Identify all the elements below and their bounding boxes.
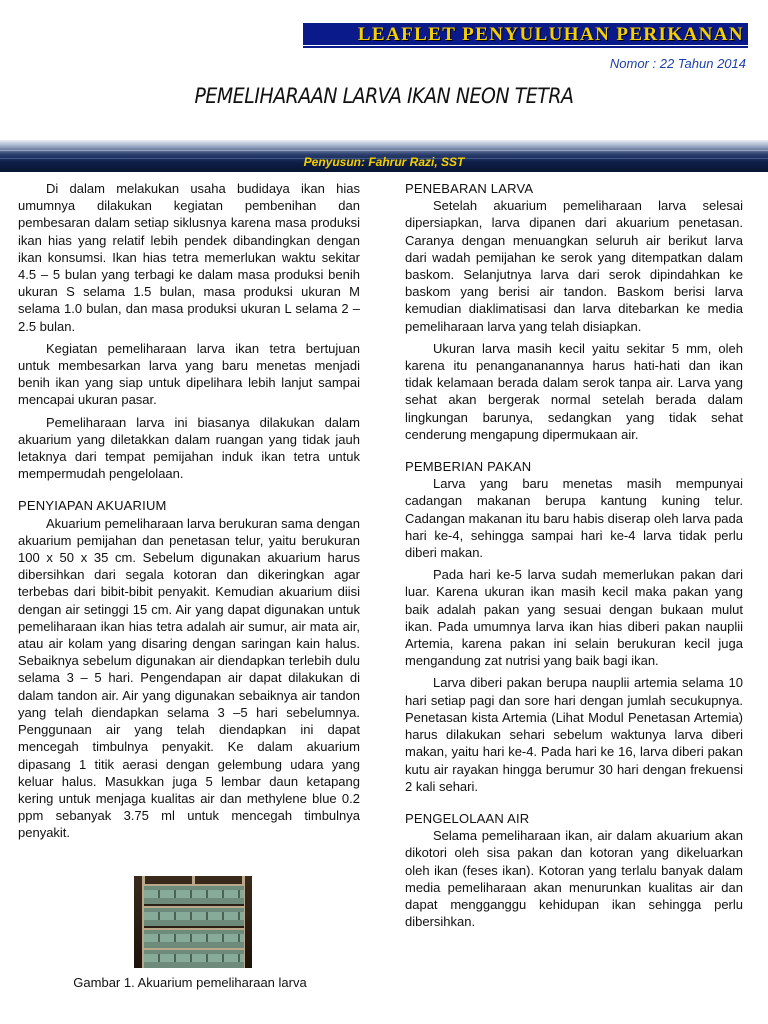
paragraph: Larva yang baru menetas masih mempunyai cadangan makanan berupa kantung kuning telur. Cadangan makanan itu baru habis diserap oleh larva pada hari ke-4, sehingga sampai hari ke-4 larva tidak perlu diberi makan.: [405, 476, 743, 561]
banner-rule: [303, 46, 748, 48]
stripe-highlight: [0, 150, 768, 151]
paragraph: Pada hari ke-5 larva sudah memerlukan pakan dari luar. Karena ukuran ikan masih kecil maka pakan yang baik adalah pakan yang sesuai dengan bukaan mulut ikan. Pada umumnya larva ikan hias diberi pakan nauplii Artemia, karena pakan ini selain berukuran kecil juga mengandung zat nutrisi yang baik bagi ikan.: [405, 567, 743, 669]
paragraph: Setelah akuarium pemeliharaan larva selesai dipersiapkan, larva dipanen dari akuarium penetasan. Caranya dengan menuangkan seluruh air berikut larva dari wadah pemijahan ke serok yang ditempatkan dalam baskom. Selanjutnya larva dari serok dipindahkan ke baskom yang berisi air tandon. Baskom berisi larva kemudian diaklimatisasi dan larva ditebarkan ke media pemeliharaan larva yang telah disiapkan.: [405, 198, 743, 334]
paragraph: Ukuran larva masih kecil yaitu sekitar 5 mm, oleh karena itu penangananannya harus hati-hati dan ikan tidak kelamaan berada dalam serok tanpa air. Larva yang sehat akan bergerak normal setelah berada dalam lingkungan barunya, sedangkan yang tidak sehat cenderung mengapung dipermukaan air.: [405, 340, 743, 442]
issue-number: Nomor : 22 Tahun 2014: [609, 56, 746, 71]
right-column: [405, 180, 743, 935]
paragraph: Selama pemeliharaan ikan, air dalam akuarium akan dikotori oleh sisa pakan dan kotoran yang dikeluarkan oleh ikan (feses ikan). Kotoran yang terlalu banyak dalam media pemeliharaan akan menurunkan kualitas air dan dapat mengganggu kehidupan ikan sehingga perlu dibersihkan.: [405, 828, 743, 930]
banner-title: LEAFLET PENYULUHAN PERIKANAN: [357, 24, 744, 45]
section-heading: PENEBARAN LARVA: [405, 181, 534, 196]
paragraph: Di dalam melakukan usaha budidaya ikan hias umumnya dilakukan kegiatan pembenihan dan pembesaran dalam setiap siklusnya karena masa produksi ikan hias yang relatif lebih pendek dibandingkan dengan ikan konsumsi. Ikan hias tetra memerlukan waktu sekitar 4.5 – 5 bulan yang terbagi ke dalam masa produksi benih ukuran S selama 1.5 bulan, masa produksi ukuran M selama 1.0 bulan, dan masa produksi ukuran L selama 2 – 2.5 bulan.: [18, 181, 360, 334]
leaflet-banner: [303, 22, 748, 45]
author-line: Penyusun: Fahrur Razi, SST: [303, 155, 465, 169]
section-heading: PEMBERIAN PAKAN: [405, 459, 532, 475]
paragraph: Kegiatan pemeliharaan larva ikan tetra bertujuan untuk membesarkan larva yang baru menetas menjadi benih ikan yang siap untuk dipelihara lebih lanjut sampai mencapai ukuran pasar.: [18, 340, 360, 408]
left-column: [18, 180, 360, 847]
aquarium-rack-photo-icon: [134, 876, 252, 968]
page-title: PEMELIHARAAN LARVA IKAN NEON TETRA: [194, 84, 574, 108]
paragraph: Pemeliharaan larva ini biasanya dilakukan dalam akuarium yang diletakkan dalam ruangan yang tidak jauh letaknya dari tempat pemijahan induk ikan tetra untuk mempermudah pengelolaan.: [18, 414, 360, 482]
section-heading: PENYIAPAN AKUARIUM: [18, 498, 167, 514]
section-heading: PENGELOLAAN AIR: [405, 810, 530, 826]
figure-caption: Gambar 1. Akuarium pemeliharaan larva: [73, 975, 307, 990]
paragraph: Larva diberi pakan berupa nauplii artemia selama 10 hari setiap pagi dan sore hari dengan jumlah secukupnya. Penetasan kista Artemia (Lihat Modul Penetasan Artemia) harus dilakukan sehari sebelum waktunya larva diberi makan, yaitu hari ke-4. Pada hari ke 16, larva diberi pakan kutu air rayakan hingga berumur 30 hari dengan frekuensi 2 kali sehari.: [405, 675, 743, 794]
paragraph: Akuarium pemeliharaan larva berukuran sama dengan akuarium pemijahan dan penetasan telur, yaitu berukuran 100 x 50 x 35 cm. Sebelum digunakan akuarium harus dibersihkan dari segala kotoran dan dikeringkan agar terbebas dari bibit-bibit penyakit. Kemudian akuarium diisi dengan air setinggi 15 cm. Air yang dapat digunakan untuk pemeliharaan ikan hias tetra adalah air sumur, air mata air, atau air kolam yang disaring dengan saringan kain halus. Sebaiknya sebelum digunakan air diendapkan terlebih dulu selama 3 – 5 hari. Pengendapan air dapat dilakukan di dalam tandon air. Air yang digunakan sebaiknya air tandon yang telah diendapkan selama 3 –5 hari sebelumnya. Penggunaan air yang telah diendapkan ini dapat mencegah timbulnya penyakit. Ke dalam akuarium dipasang 1 titik aerasi dengan gelembung udara yang keluar halus. Masukkan juga 5 lembar daun ketapang kering untuk menjaga kualitas air dan methylene blue 0.2 ppm sebanyak 3.75 ml untuk mencegah timbulnya penyakit.: [18, 515, 360, 841]
